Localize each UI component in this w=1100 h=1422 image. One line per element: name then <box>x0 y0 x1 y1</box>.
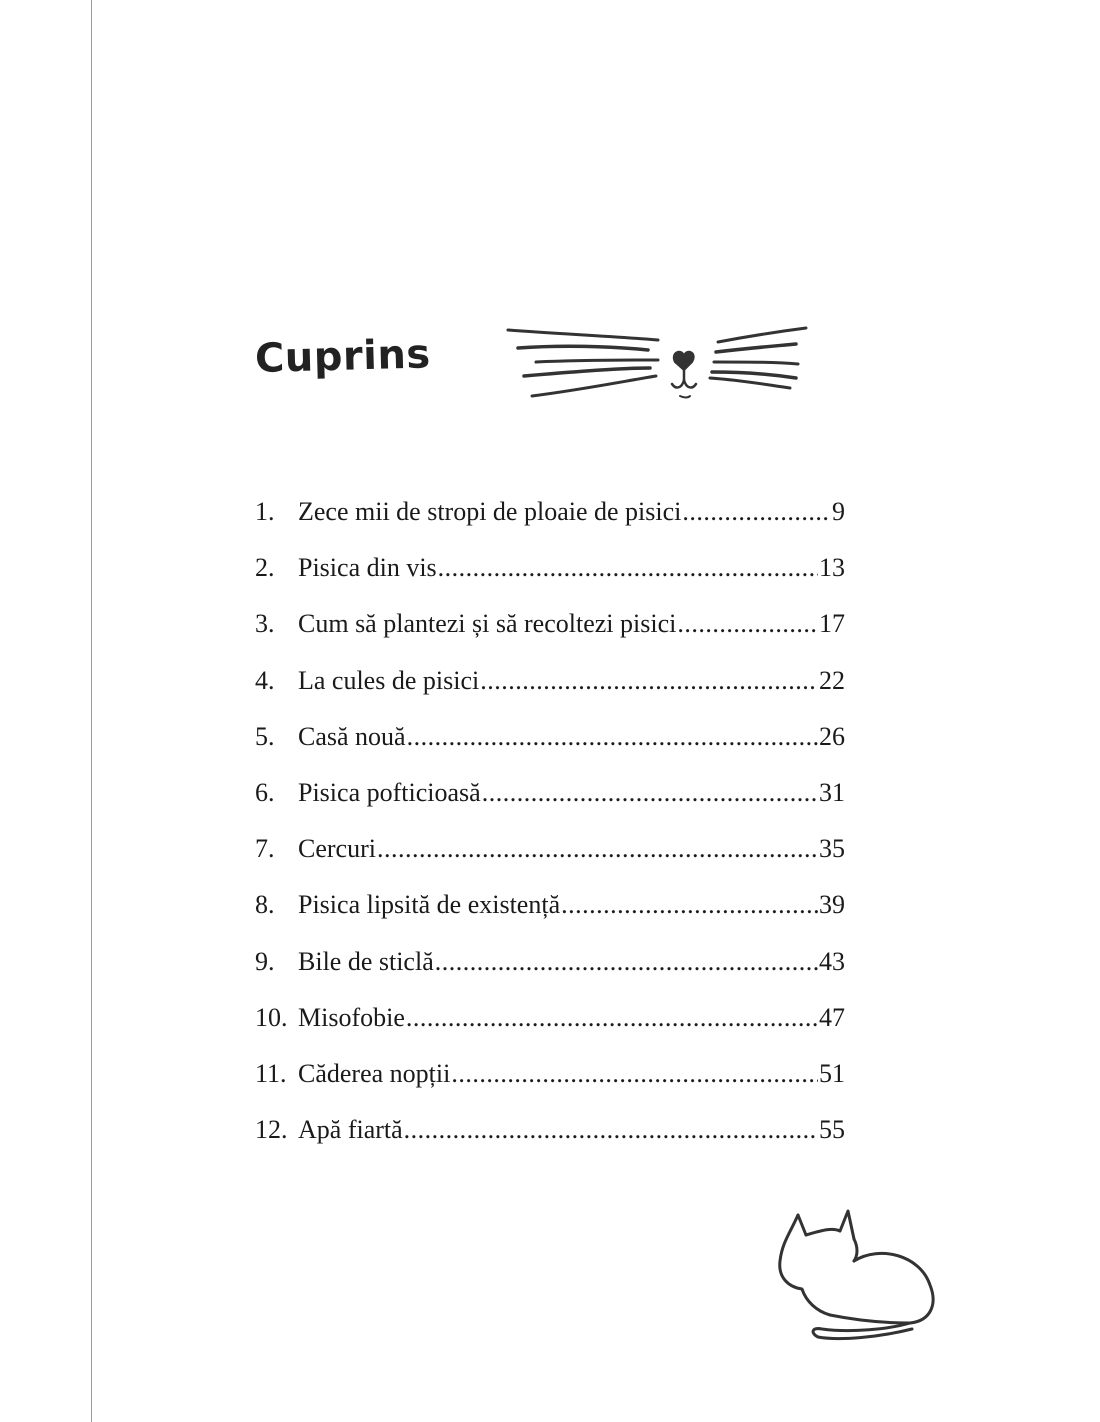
toc-entry-page: 39 <box>819 890 845 920</box>
toc-entry-page: 35 <box>819 834 845 864</box>
dot-leader <box>561 884 818 926</box>
dot-leader <box>677 603 818 645</box>
toc-entry-page: 9 <box>832 497 845 526</box>
dot-leader <box>480 660 818 702</box>
toc-entry-title: Căderea nopții <box>298 1058 451 1088</box>
toc-entry-title: Zece mii de stropi de ploaie de pisici <box>298 497 682 526</box>
toc-entry[interactable] <box>255 772 845 828</box>
toc-entry-title: Cercuri <box>298 834 376 864</box>
toc-entry[interactable] <box>255 1053 845 1109</box>
dot-leader <box>404 1109 818 1151</box>
toc-entry[interactable] <box>255 660 845 716</box>
toc-entry-page: 47 <box>819 1002 845 1032</box>
toc-entry-title: La cules de pisici <box>298 665 480 695</box>
dot-leader <box>438 547 818 589</box>
toc-entry-number: 3. <box>255 609 275 639</box>
toc-entry-number: 5. <box>255 721 275 751</box>
page-title: Cuprins <box>254 331 432 382</box>
toc-entry-number: 4. <box>255 665 275 695</box>
toc-entry-title: Bile de sticlă <box>298 946 434 976</box>
toc-entry-title: Misofobie <box>298 1002 405 1032</box>
toc-entry-page: 13 <box>819 553 845 583</box>
dot-leader <box>406 997 818 1039</box>
dot-leader <box>407 716 818 758</box>
toc-entry-page: 22 <box>819 665 845 695</box>
toc-entry-number: 10. <box>255 1002 288 1032</box>
sitting-cat-icon <box>770 1205 945 1345</box>
table-of-contents <box>255 491 845 1165</box>
toc-entry-number: 7. <box>255 834 275 864</box>
toc-entry[interactable] <box>255 547 845 603</box>
toc-entry[interactable] <box>255 1109 845 1165</box>
toc-entry[interactable] <box>255 491 845 547</box>
toc-entry-number: 9. <box>255 946 275 976</box>
page-margin-line <box>91 0 92 1422</box>
toc-entry[interactable] <box>255 603 845 659</box>
toc-entry-title: Pisica lipsită de existență <box>298 890 561 920</box>
toc-entry-number: 11. <box>255 1058 287 1088</box>
dot-leader <box>435 941 818 983</box>
toc-entry[interactable] <box>255 884 845 940</box>
dot-leader <box>377 828 818 870</box>
toc-entry-number: 8. <box>255 890 275 920</box>
dot-leader <box>682 491 831 533</box>
toc-entry-page: 31 <box>819 777 845 807</box>
toc-entry-number: 12. <box>255 1115 288 1145</box>
dot-leader <box>451 1053 818 1095</box>
toc-entry[interactable] <box>255 828 845 884</box>
toc-entry-title: Casă nouă <box>298 721 406 751</box>
toc-entry[interactable] <box>255 941 845 997</box>
toc-entry-number: 1. <box>255 497 275 526</box>
dot-leader <box>482 772 818 814</box>
toc-entry-page: 51 <box>819 1058 845 1088</box>
toc-entry-number: 6. <box>255 777 275 807</box>
cat-whiskers-icon <box>500 318 820 408</box>
toc-entry-page: 55 <box>819 1115 845 1145</box>
toc-entry-title: Cum să plantezi și să recoltezi pisici <box>298 609 677 639</box>
toc-entry-title: Apă fiartă <box>298 1115 403 1145</box>
toc-entry-number: 2. <box>255 553 275 583</box>
toc-entry-page: 17 <box>819 609 845 639</box>
toc-entry-page: 43 <box>819 946 845 976</box>
toc-entry-title: Pisica pofticioasă <box>298 777 481 807</box>
toc-entry-page: 26 <box>819 721 845 751</box>
toc-entry-title: Pisica din vis <box>298 553 437 583</box>
toc-entry[interactable] <box>255 997 845 1053</box>
toc-entry[interactable] <box>255 716 845 772</box>
